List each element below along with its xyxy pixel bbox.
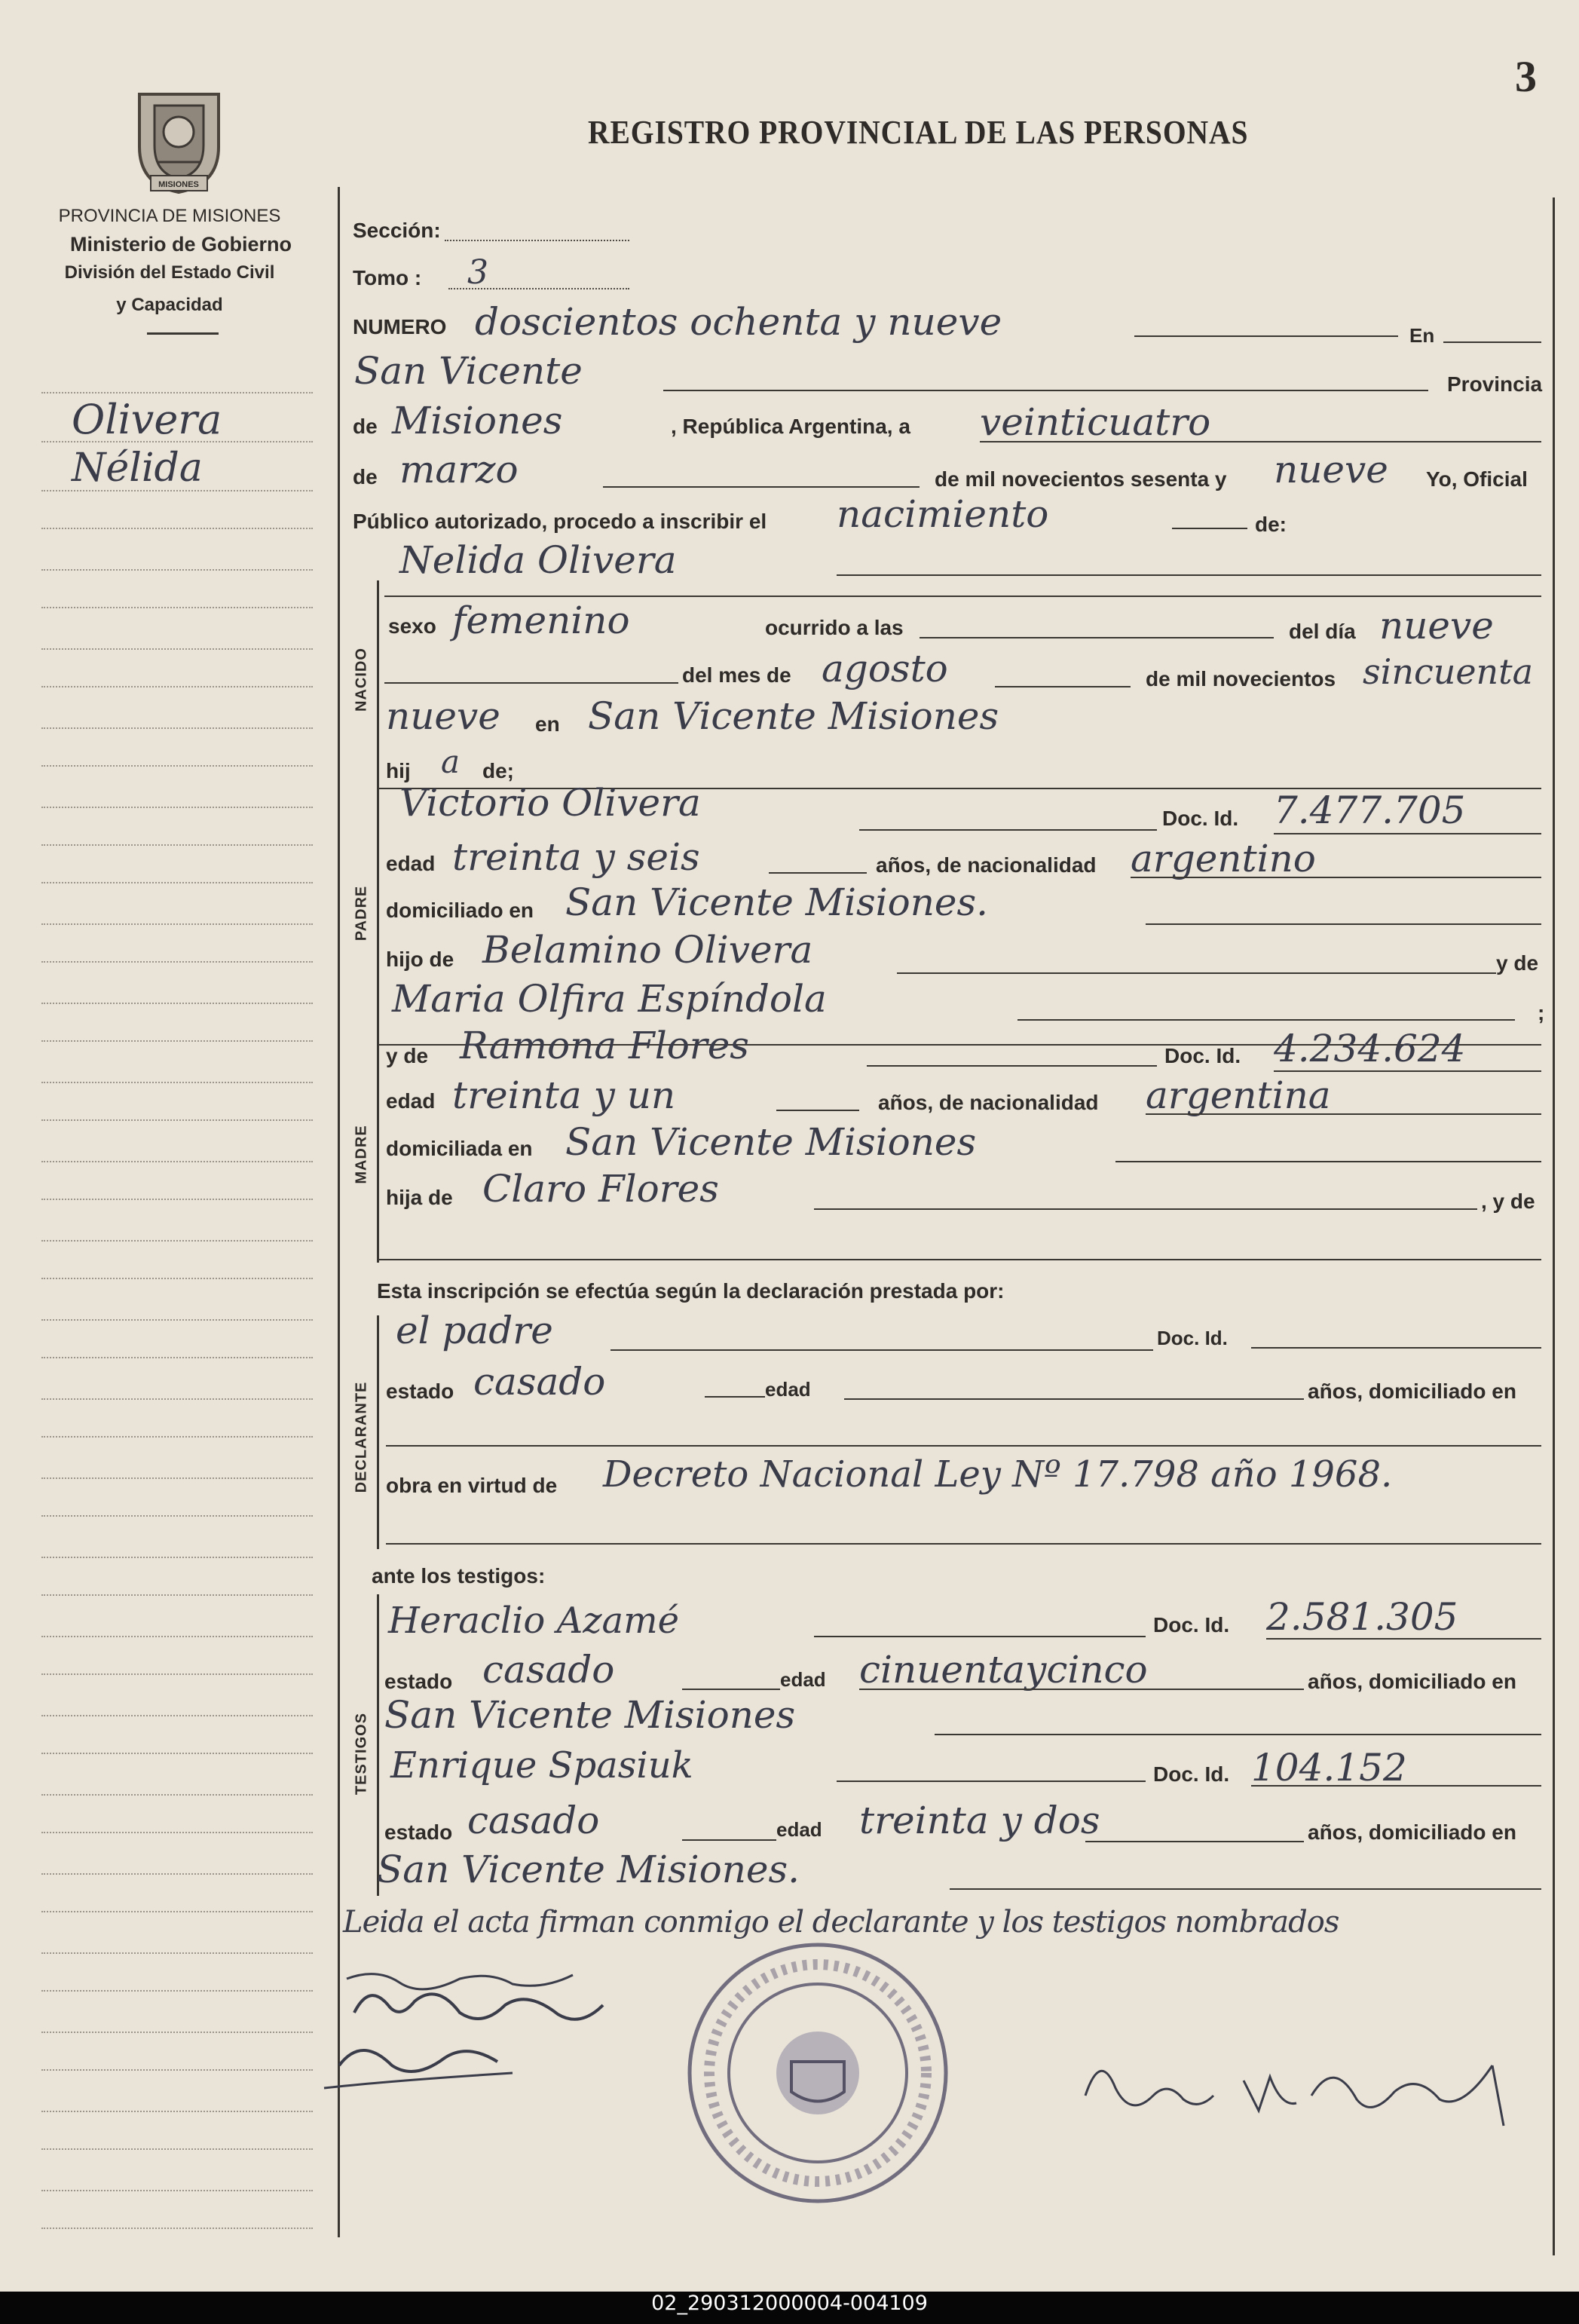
label-republica: , República Argentina, a [671,415,910,438]
section-padre: PADRE [353,885,370,942]
field-lugar: San Vicente [354,349,583,393]
label-anos-dom-declarante: años, domiciliado en [1308,1379,1516,1403]
image-id-caption: 02_290312000004-004109 [651,2292,928,2315]
field-madre-doc: 4.234.624 [1274,1027,1466,1070]
image-caption-bar [0,2292,1579,2324]
field-mes: agosto [822,647,948,690]
label-doc-testigo2: Doc. Id. [1153,1762,1230,1786]
field-testigo2-nombre: Enrique Spasiuk [390,1744,693,1787]
field-padre-nombre: Victorio Olivera [399,781,701,825]
document-title: REGISTRO PROVINCIAL DE LAS PERSONAS [588,114,1249,151]
label-yo-oficial: Yo, Oficial [1426,467,1528,491]
coat-of-arms-icon [124,79,234,196]
field-anio-acta: nueve [1274,448,1388,491]
field-numero: doscientos ochenta y nueve [475,300,1002,344]
label-tomo: Tomo : [353,266,422,289]
field-testigo2-domicilio: San Vicente Misiones. [377,1848,800,1891]
label-del-mes: del mes de [682,663,791,687]
label-seccion: Sección: [353,219,441,242]
label-edad-declarante: edad [765,1378,811,1401]
label-y-de2: y de [386,1044,429,1067]
label-anos-dom-testigo1: años, domiciliado en [1308,1670,1516,1693]
label-anos-nac-madre: años, de nacionalidad [878,1091,1099,1114]
field-madre-domicilio: San Vicente Misiones [565,1120,977,1164]
field-testigo1-nombre: Heraclio Azamé [388,1600,680,1642]
field-declarante-quien: el padre [396,1309,553,1352]
office-ministry: Ministerio de Gobierno [69,233,292,256]
field-testigo2-edad: treinta y dos [859,1799,1100,1842]
field-dia: nueve [1379,604,1494,648]
label-doc-testigo1: Doc. Id. [1153,1613,1230,1637]
field-anio: sincuenta [1363,651,1534,692]
label-edad-madre: edad [386,1089,436,1113]
label-anos-nac-padre: años, de nacionalidad [876,853,1097,877]
field-madre-edad: treinta y un [452,1073,676,1117]
label-mil-nov: de mil novecientos [1146,667,1336,690]
page-number: 3 [1515,52,1537,101]
field-lugar-nac: San Vicente Misiones [588,694,999,738]
field-mes-acta: marzo [399,448,519,491]
label-doc-padre: Doc. Id. [1162,807,1239,830]
label-en2: en [535,712,560,736]
office-division: División del Estado Civil [64,262,275,283]
label-numero: NUMERO [353,315,447,338]
label-y-de: y de [1496,951,1539,975]
field-tipo: nacimiento [837,492,1049,536]
official-seal [678,1930,957,2216]
label-estado-testigo1: estado [384,1670,453,1693]
field-madre-nacionalidad: argentina [1146,1073,1331,1117]
label-obra: obra en virtud de [386,1474,558,1497]
label-de3: de: [1255,513,1287,536]
field-anio2: nueve [386,694,500,738]
label-estado-declarante: estado [386,1379,454,1403]
label-hijo-de: hijo de [386,948,454,971]
label-y-de3: , y de [1481,1190,1535,1213]
section-nacido: NACIDO [353,648,370,712]
field-testigo1-edad: cinuentaycinco [859,1648,1148,1692]
field-tomo: 3 [467,253,488,292]
field-padre-padre: Belamino Olivera [482,928,813,972]
margin-surname: Olivera [72,396,222,443]
label-semicolon: ; [1538,1001,1545,1024]
label-mil-sesenta: de mil novecientos sesenta y [935,467,1227,491]
section-madre: MADRE [353,1125,370,1184]
field-cierre: Leida el acta firman conmigo el declarante y los testigos nombrados [343,1905,1339,1940]
label-doc-declarante: Doc. Id. [1157,1327,1228,1349]
section-testigos: TESTIGOS [353,1712,370,1796]
field-testigo1-estado: casado [482,1648,615,1692]
label-edad-padre: edad [386,852,436,875]
label-de2: de [353,465,378,488]
label-hija-de: hija de [386,1186,453,1209]
label-del-dia: del día [1289,620,1356,643]
label-estado-testigo2: estado [384,1820,453,1844]
field-padre-edad: treinta y seis [452,835,700,879]
field-padre-domicilio: San Vicente Misiones. [565,880,989,924]
official-signature [1070,2035,1522,2156]
field-madre-padre: Claro Flores [482,1167,719,1211]
label-sexo: sexo [388,614,436,638]
label-domiciliado-padre: domiciliado en [386,899,534,922]
office-province: PROVINCIA DE MISIONES [58,206,281,226]
section-declarante: DECLARANTE [353,1381,370,1493]
field-declarante-estado: casado [473,1360,606,1404]
label-domiciliada-madre: domiciliada en [386,1137,533,1160]
field-padre-madre: Maria Olfira Espíndola [392,977,827,1021]
office-division2: y Capacidad [116,295,223,315]
field-padre-doc: 7.477.705 [1274,788,1466,832]
field-hij-suffix: a [441,743,461,780]
field-testigo1-domicilio: San Vicente Misiones [384,1693,796,1737]
label-doc-madre: Doc. Id. [1164,1044,1241,1067]
field-madre-nombre: Ramona Flores [460,1024,749,1067]
field-testigo1-doc: 2.581.305 [1266,1595,1458,1639]
label-anos-dom-testigo2: años, domiciliado en [1308,1820,1516,1844]
field-dia-acta: veinticuatro [980,400,1211,444]
field-testigo2-estado: casado [467,1799,600,1842]
label-edad-testigo1: edad [780,1668,826,1691]
field-sexo: femenino [452,599,630,642]
field-provincia: Misiones [392,399,563,442]
label-edad-testigo2: edad [776,1818,822,1841]
label-en: En [1409,324,1435,347]
field-nombre: Nelida Olivera [399,538,677,582]
crest-text: MISIONES [158,180,199,189]
label-ante: ante los testigos: [372,1564,546,1588]
label-ocurrido: ocurrido a las [765,616,904,639]
label-de4: de; [482,759,514,782]
margin-name: Nélida [72,446,203,491]
label-declaracion: Esta inscripción se efectúa según la declaración prestada por: [377,1279,1005,1303]
label-hij: hij [386,759,411,782]
label-provincia: Provincia [1447,372,1543,396]
field-testigo2-doc: 104.152 [1251,1746,1407,1790]
label-de: de [353,415,378,438]
label-publico: Público autorizado, procedo a inscribir el [353,510,767,533]
field-declarante-obra: Decreto Nacional Ley Nº 17.798 año 1968. [603,1453,1393,1496]
field-padre-nacionalidad: argentino [1131,837,1316,880]
